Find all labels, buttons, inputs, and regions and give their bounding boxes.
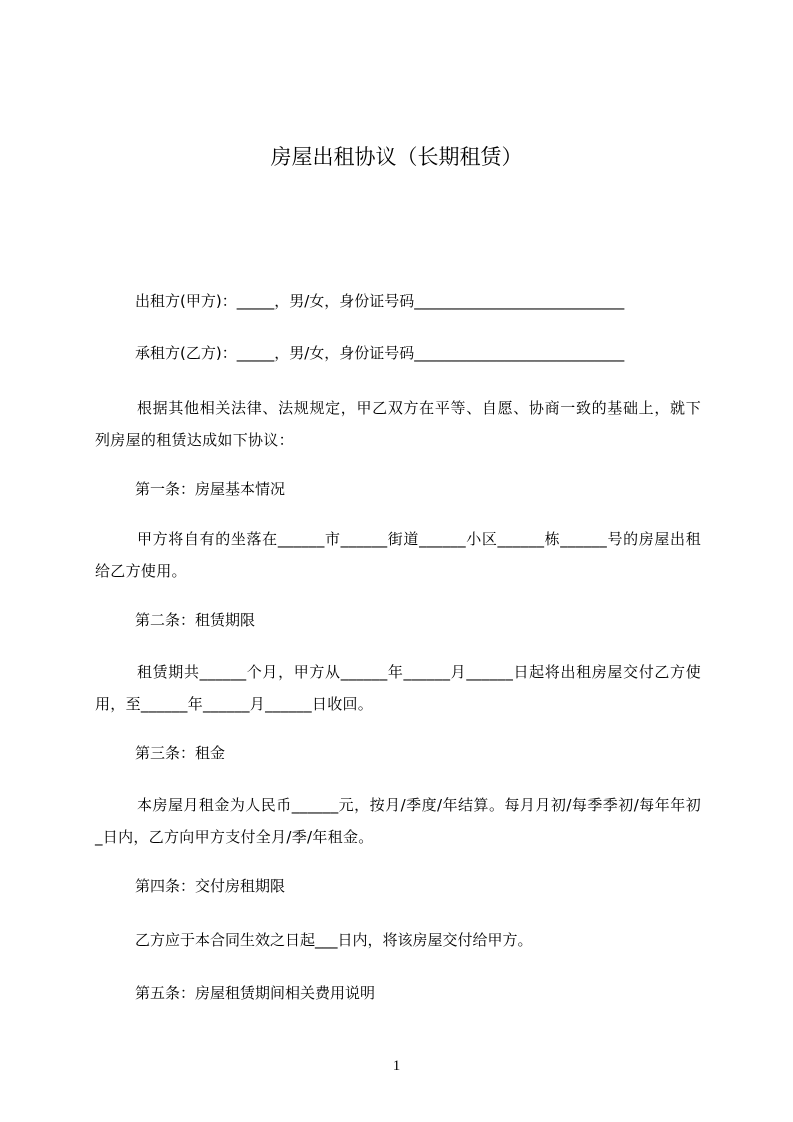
section-4-heading: 第四条：交付房租期限 <box>135 877 286 895</box>
preamble-paragraph: 根据其他相关法律、法规规定，甲乙双方在平等、自愿、协商一致的基础上，就下列房屋的租赁达成如下协议： <box>95 399 701 449</box>
page-number: 1 <box>392 1058 401 1074</box>
section-1-heading: 第一条：房屋基本情况 <box>135 480 286 498</box>
section-5-heading: 第五条：房屋租赁期间相关费用说明 <box>135 984 376 1002</box>
section-2-body: 租赁期共______个月，甲方从______年______月______日起将出租房屋交付乙方使用，至______年______月______日收回。 <box>95 663 701 713</box>
section-3-body: 本房屋月租金为人民币______元，按月/季度/年结算。每月月初/每季季初/每年年初_日内，乙方向甲方支付全月/季/年租金。 <box>95 796 701 846</box>
section-3-heading: 第三条：租金 <box>135 744 226 762</box>
party-a-line: 出租方(甲方)：_____，男/女，身份证号码____________________________ <box>135 292 625 310</box>
section-4-body: 乙方应于本合同生效之日起___日内，将该房屋交付给甲方。 <box>135 931 533 949</box>
section-2-heading: 第二条：租赁期限 <box>135 611 256 629</box>
section-1-body: 甲方将自有的坐落在______市______街道______小区______栋______号的房屋出租给乙方使用。 <box>95 530 701 580</box>
party-b-line: 承租方(乙方)：_____，男/女，身份证号码____________________________ <box>135 344 625 362</box>
document-title: 房屋出租协议（长期租赁） <box>270 145 523 169</box>
